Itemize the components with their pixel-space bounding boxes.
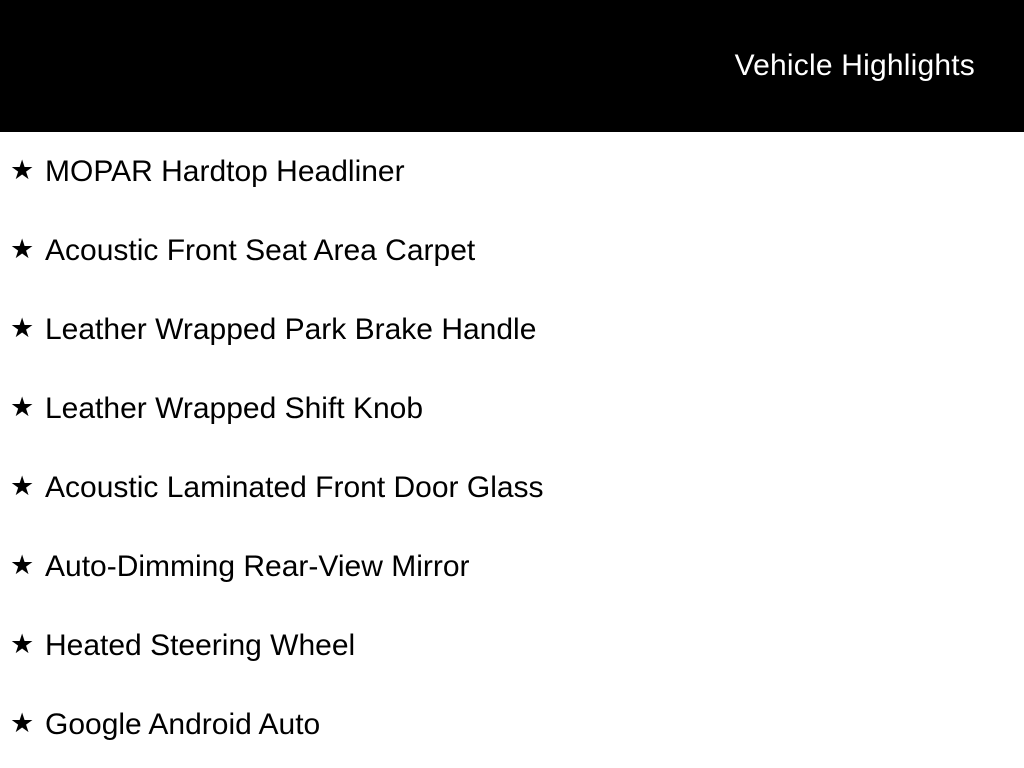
list-item [0,685,1024,764]
list-item-label: Acoustic Laminated Front Door Glass [45,470,544,504]
star-icon: ★ [10,313,35,343]
list-item [0,290,1024,369]
list-item-label: Auto-Dimming Rear-View Mirror [45,549,470,583]
list-item [0,211,1024,290]
list-item [0,606,1024,685]
star-icon: ★ [10,550,35,580]
list-item-label: Leather Wrapped Park Brake Handle [45,312,537,346]
list-item [0,132,1024,211]
star-icon: ★ [10,708,35,738]
list-item [0,527,1024,606]
list-item [0,369,1024,448]
star-icon: ★ [10,392,35,422]
list-item-label: Google Android Auto [45,707,321,741]
list-item [0,448,1024,527]
star-icon: ★ [10,234,35,264]
list-item-label: MOPAR Hardtop Headliner [45,154,405,188]
star-icon: ★ [10,155,35,185]
header-bar [0,0,1024,132]
star-icon: ★ [10,629,35,659]
list-item-label: Leather Wrapped Shift Knob [45,391,424,425]
page-title: Vehicle Highlights [734,49,975,82]
star-icon: ★ [10,471,35,501]
list-item-label: Acoustic Front Seat Area Carpet [45,233,476,267]
highlight-list [0,132,1024,768]
list-item-label: Heated Steering Wheel [45,628,356,662]
